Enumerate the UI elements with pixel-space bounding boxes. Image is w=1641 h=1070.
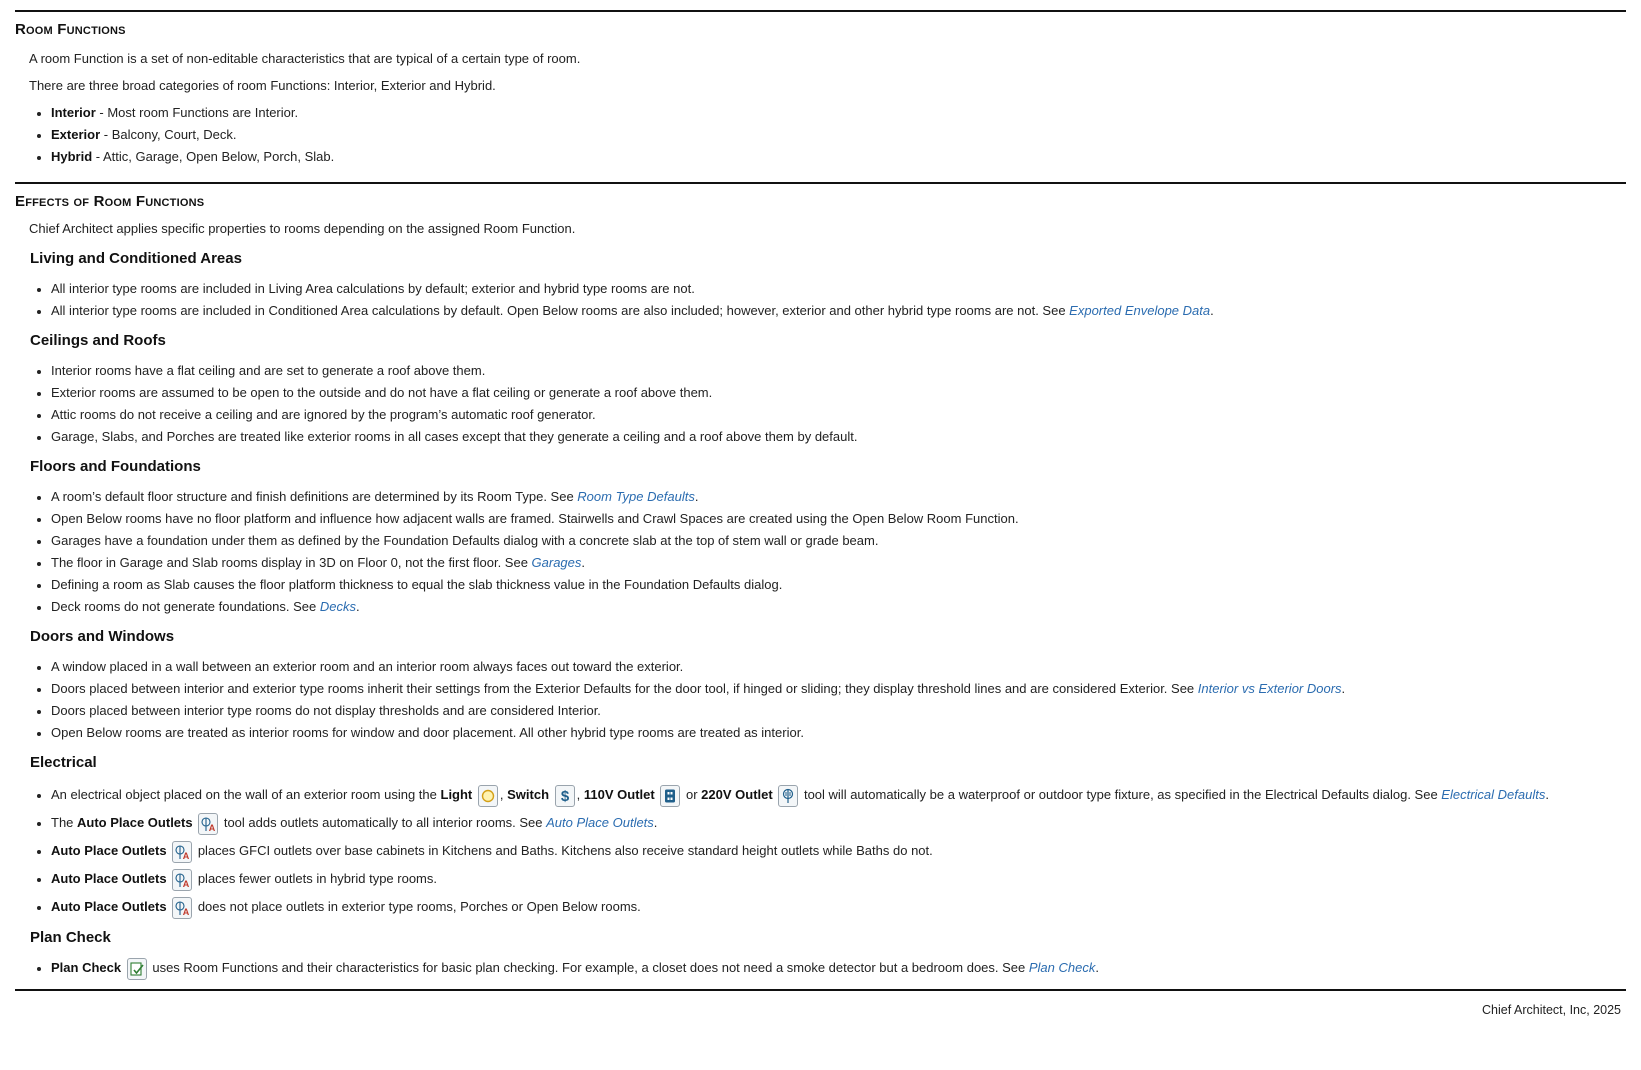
term: Interior [51,105,96,120]
function-category-list [15,104,1626,166]
item-text: tool adds outlets automatically to all interior rooms. See [223,815,547,830]
subsection-title: Floors and Foundations [30,458,201,475]
list-item [51,895,1626,919]
or-text: or [685,787,698,802]
list-item [51,104,1626,122]
tool-name-auto-place-outlets: Auto Place Outlets [77,815,193,830]
svg-text:$: $ [560,787,569,804]
list-item: • Garage, Slabs, and Porches are treated like exterior rooms in all cases except that they generate a ceiling and a roof above them by default. [51,428,1626,446]
section-title-effects: Effects of Room Functions [15,193,205,210]
list-item [51,680,1626,698]
link-electrical-defaults[interactable]: Electrical Defaults [1441,787,1546,802]
list-item: • Defining a room as Slab causes the floor platform thickness to equal the slab thickness value in the Foundation Defaults dialog. [51,576,1626,594]
item-text: An electrical object placed on the wall of an exterior room using the [51,787,441,802]
list-item [51,598,1626,616]
list-item [51,554,1626,572]
term-desc: - Most room Functions are Interior. [95,105,299,120]
link-interior-vs-exterior-doors[interactable]: Interior vs Exterior Doors [1197,681,1342,696]
svg-text:A: A [208,822,216,832]
item-text: does not place outlets in exterior type rooms, Porches or Open Below rooms. [197,899,641,914]
comma: , [576,787,581,802]
list-item: • Doors placed between interior type rooms do not display thresholds and are considered Interior. [51,702,1626,720]
term: Exterior [51,127,101,142]
paragraph: Chief Architect applies specific properties to rooms depending on the assigned Room Function. [29,221,576,236]
svg-text:A: A [182,906,190,916]
list-item [51,839,1626,863]
period: . [355,599,360,614]
period: . [1545,787,1549,802]
list-item: • A window placed in a wall between an exterior room and an interior room always faces out toward the exterior. [51,658,1626,676]
item-text: A room’s default floor structure and finish definitions are determined by its Room Type. See [51,489,578,504]
switch-icon[interactable] [555,785,575,807]
footer-copyright: Chief Architect, Inc, 2025 [1482,1003,1621,1017]
auto-place-outlets-icon[interactable] [172,869,192,891]
item-text: The floor in Garage and Slab rooms display in 3D on Floor 0, not the first floor. See [51,555,532,570]
item-text: Deck rooms do not generate foundations. See [51,599,320,614]
item-text: The [51,815,78,830]
item-text: places fewer outlets in hybrid type rooms. [197,871,437,886]
list-item [51,302,1626,320]
tool-name-auto-place-outlets: Auto Place Outlets [51,899,167,914]
footer-divider [15,989,1626,991]
period: . [1210,303,1214,318]
tool-name-auto-place-outlets: Auto Place Outlets [51,871,167,886]
tool-name-plan-check: Plan Check [51,960,122,975]
list-item [51,867,1626,891]
section-divider [15,182,1626,184]
bullet-list [15,488,1626,616]
light-bulb-icon[interactable] [478,785,498,807]
subsection-title: Living and Conditioned Areas [30,250,242,267]
period: . [581,555,586,570]
period: . [1095,960,1099,975]
list-item: • Garages have a foundation under them as defined by the Foundation Defaults dialog with a concrete slab at the top of stem wall or grade beam. [51,532,1626,550]
list-item: • Interior rooms have a flat ceiling and are set to generate a roof above them. [51,362,1626,380]
term: Hybrid [51,149,93,164]
plan-check-icon[interactable] [127,958,147,980]
outlet-110v-icon[interactable] [660,785,680,807]
list-item [51,811,1626,835]
auto-place-outlets-icon[interactable] [172,897,192,919]
bullet-list [15,956,1626,980]
period: . [694,489,699,504]
comma: , [499,787,504,802]
auto-place-outlets-icon[interactable] [172,841,192,863]
item-text: places GFCI outlets over base cabinets in Kitchens and Baths. Kitchens also receive standard height outlets while Baths do not. [197,843,933,858]
period: . [1341,681,1346,696]
tool-name-110v-outlet: 110V Outlet [583,787,655,802]
outlet-220v-icon[interactable] [778,785,798,807]
paragraph: A room Function is a set of non-editable characteristics that are typical of a certain type of room. [29,51,581,66]
tool-name-auto-place-outlets: Auto Place Outlets [51,843,167,858]
list-item: • All interior type rooms are included in Living Area calculations by default; exterior and hybrid type rooms are not. [51,280,1626,298]
item-text: uses Room Functions and their characteristics for basic plan checking. For example, a closet does not need a smoke detector but a bedroom does. See [152,960,1029,975]
link-auto-place-outlets[interactable]: Auto Place Outlets [546,815,654,830]
list-item: • Attic rooms do not receive a ceiling and are ignored by the program’s automatic roof generator. [51,406,1626,424]
tool-name-light: Light [440,787,473,802]
bullet-list [15,783,1626,919]
link-garages[interactable]: Garages [531,555,582,570]
item-text: tool will automatically be a waterproof or outdoor type fixture, as specified in the Electrical Defaults dialog. See [803,787,1442,802]
tool-name-220v-outlet: 220V Outlet [701,787,773,802]
auto-place-outlets-icon[interactable] [198,813,218,835]
list-item: • Exterior rooms are assumed to be open to the outside and do not have a flat ceiling or generate a roof above them. [51,384,1626,402]
list-item [51,488,1626,506]
subsection-title: Doors and Windows [30,628,175,645]
section-title-room-functions: Room Functions [15,21,126,38]
list-item [51,783,1626,807]
subsection-title: Ceilings and Roofs [30,332,166,349]
link-decks[interactable]: Decks [319,599,356,614]
item-text: Doors placed between interior and exterior type rooms inherit their settings from the Exterior Defaults for the door tool, if hinged or sliding; they display threshold lines and are considered Exterior. See [51,681,1198,696]
svg-text:A: A [182,878,190,888]
term-desc: - Balcony, Court, Deck. [100,127,237,142]
subsection-title: Plan Check [30,929,111,946]
list-item [51,956,1626,980]
link-exported-envelope-data[interactable]: Exported Envelope Data [1069,303,1211,318]
bullet-list [15,280,1626,320]
bullet-list [15,362,1626,446]
subsection-title: Electrical [30,754,97,771]
tool-name-switch: Switch [507,787,550,802]
link-room-type-defaults[interactable]: Room Type Defaults [577,489,695,504]
term-desc: - Attic, Garage, Open Below, Porch, Slab. [92,149,335,164]
item-text: All interior type rooms are included in Conditioned Area calculations by default. Open Below rooms are also included; however, exterior and other hybrid type rooms are not. See [51,303,1070,318]
svg-text:A: A [182,850,190,860]
list-item: • Open Below rooms have no floor platform and influence how adjacent walls are framed. Stairwells and Crawl Spaces are created using the Open Below Room Function. [51,510,1626,528]
link-plan-check[interactable]: Plan Check [1028,960,1096,975]
period: . [653,815,658,830]
section-divider [15,10,1626,12]
bullet-list [15,658,1626,742]
paragraph: There are three broad categories of room Functions: Interior, Exterior and Hybrid. [29,78,496,93]
list-item [51,148,1626,166]
list-item: • Open Below rooms are treated as interior rooms for window and door placement. All other hybrid type rooms are treated as interior. [51,724,1626,742]
list-item [51,126,1626,144]
